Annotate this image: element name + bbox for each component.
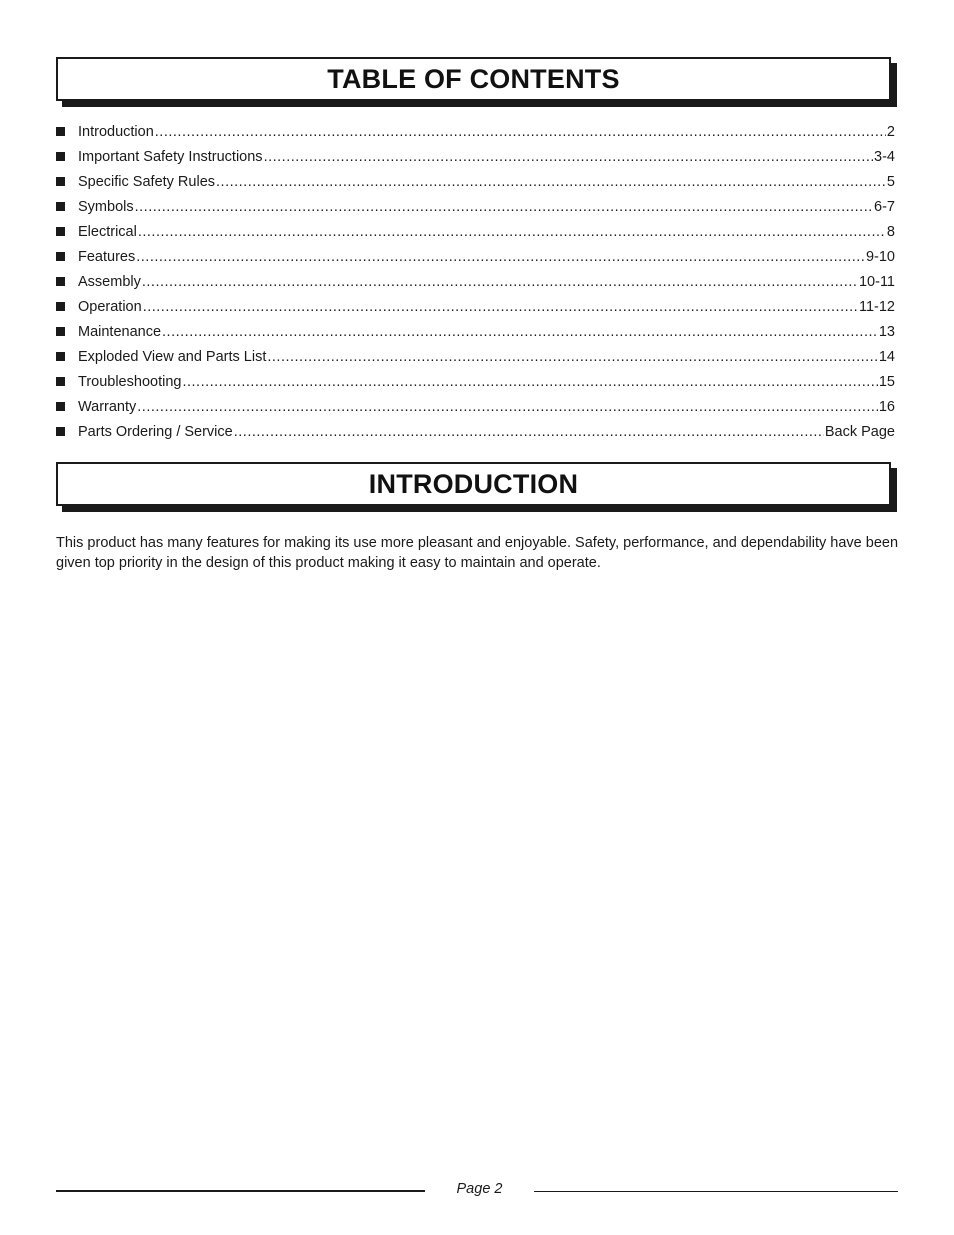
square-bullet-icon [56,152,65,161]
square-bullet-icon [56,352,65,361]
toc-entry [56,195,895,220]
toc-entry [56,295,895,320]
square-bullet-icon [56,327,65,336]
square-bullet-icon [56,227,65,236]
toc-entry-page: 16 [878,399,895,415]
toc-entry [56,420,895,445]
toc-entry-page: 11-12 [858,299,895,315]
toc-entry-page: 2 [886,124,895,140]
dot-leader [264,145,873,170]
introduction-body: This product has many features for making its use more pleasant and enjoyable. Safety, performance, and dependability have been given top priority in the design of this product making it easy to maintain and operate. [56,535,899,571]
toc-entry-page: 9-10 [865,249,895,265]
toc-entry-label: Electrical [78,224,137,240]
square-bullet-icon [56,402,65,411]
toc-entry-page: Back Page [824,424,895,440]
square-bullet-icon [56,427,65,436]
toc-entry-page: 15 [878,374,895,390]
toc-entry-page: 6-7 [874,199,895,215]
toc-entry [56,220,895,245]
dot-leader [162,320,878,345]
dot-leader [155,120,886,145]
toc-heading: TABLE OF CONTENTS [327,63,620,94]
toc-entry-label: Introduction [78,124,154,140]
toc-entry-page: 13 [878,324,895,340]
square-bullet-icon [56,252,65,261]
dot-leader [137,395,878,420]
toc-entry [56,345,895,370]
toc-entry-page: 8 [886,224,895,240]
toc-list [56,120,895,445]
dot-leader [182,370,877,395]
toc-entry-label: Symbols [78,199,134,215]
toc-entry-label: Warranty [78,399,137,415]
toc-entry-label: Features [78,249,136,265]
dot-leader [142,270,858,295]
page-number: Page 2 [456,1181,503,1197]
introduction-heading-box [56,462,891,506]
square-bullet-icon [56,177,65,186]
toc-entry [56,120,895,145]
toc-entry [56,395,895,420]
dot-leader [216,170,886,195]
toc-entry-page: 10-11 [858,274,895,290]
toc-heading-box [56,57,891,101]
toc-entry-label: Operation [78,299,142,315]
toc-entry [56,270,895,295]
footer-rule-left [56,1190,425,1192]
toc-entry-label: Specific Safety Rules [78,174,216,190]
dot-leader [143,295,858,320]
toc-entry-label: Assembly [78,274,141,290]
toc-entry-page: 3-4 [874,149,895,165]
dot-leader [138,220,886,245]
dot-leader [136,245,865,270]
toc-entry-label: Exploded View and Parts List [78,349,267,365]
introduction-heading: INTRODUCTION [368,468,579,499]
toc-entry [56,170,895,195]
toc-entry-label: Parts Ordering / Service [78,424,233,440]
toc-entry-page: 5 [886,174,895,190]
dot-leader [267,345,878,370]
square-bullet-icon [56,127,65,136]
toc-entry-label: Important Safety Instructions [78,149,263,165]
square-bullet-icon [56,277,65,286]
toc-entry [56,145,895,170]
toc-entry [56,370,895,395]
square-bullet-icon [56,202,65,211]
toc-entry-label: Troubleshooting [78,374,182,390]
square-bullet-icon [56,377,65,386]
toc-entry-page: 14 [878,349,895,365]
square-bullet-icon [56,302,65,311]
dot-leader [135,195,873,220]
toc-entry [56,245,895,270]
toc-entry [56,320,895,345]
dot-leader [234,420,824,445]
toc-entry-label: Maintenance [78,324,162,340]
footer-rule-right [534,1191,898,1192]
